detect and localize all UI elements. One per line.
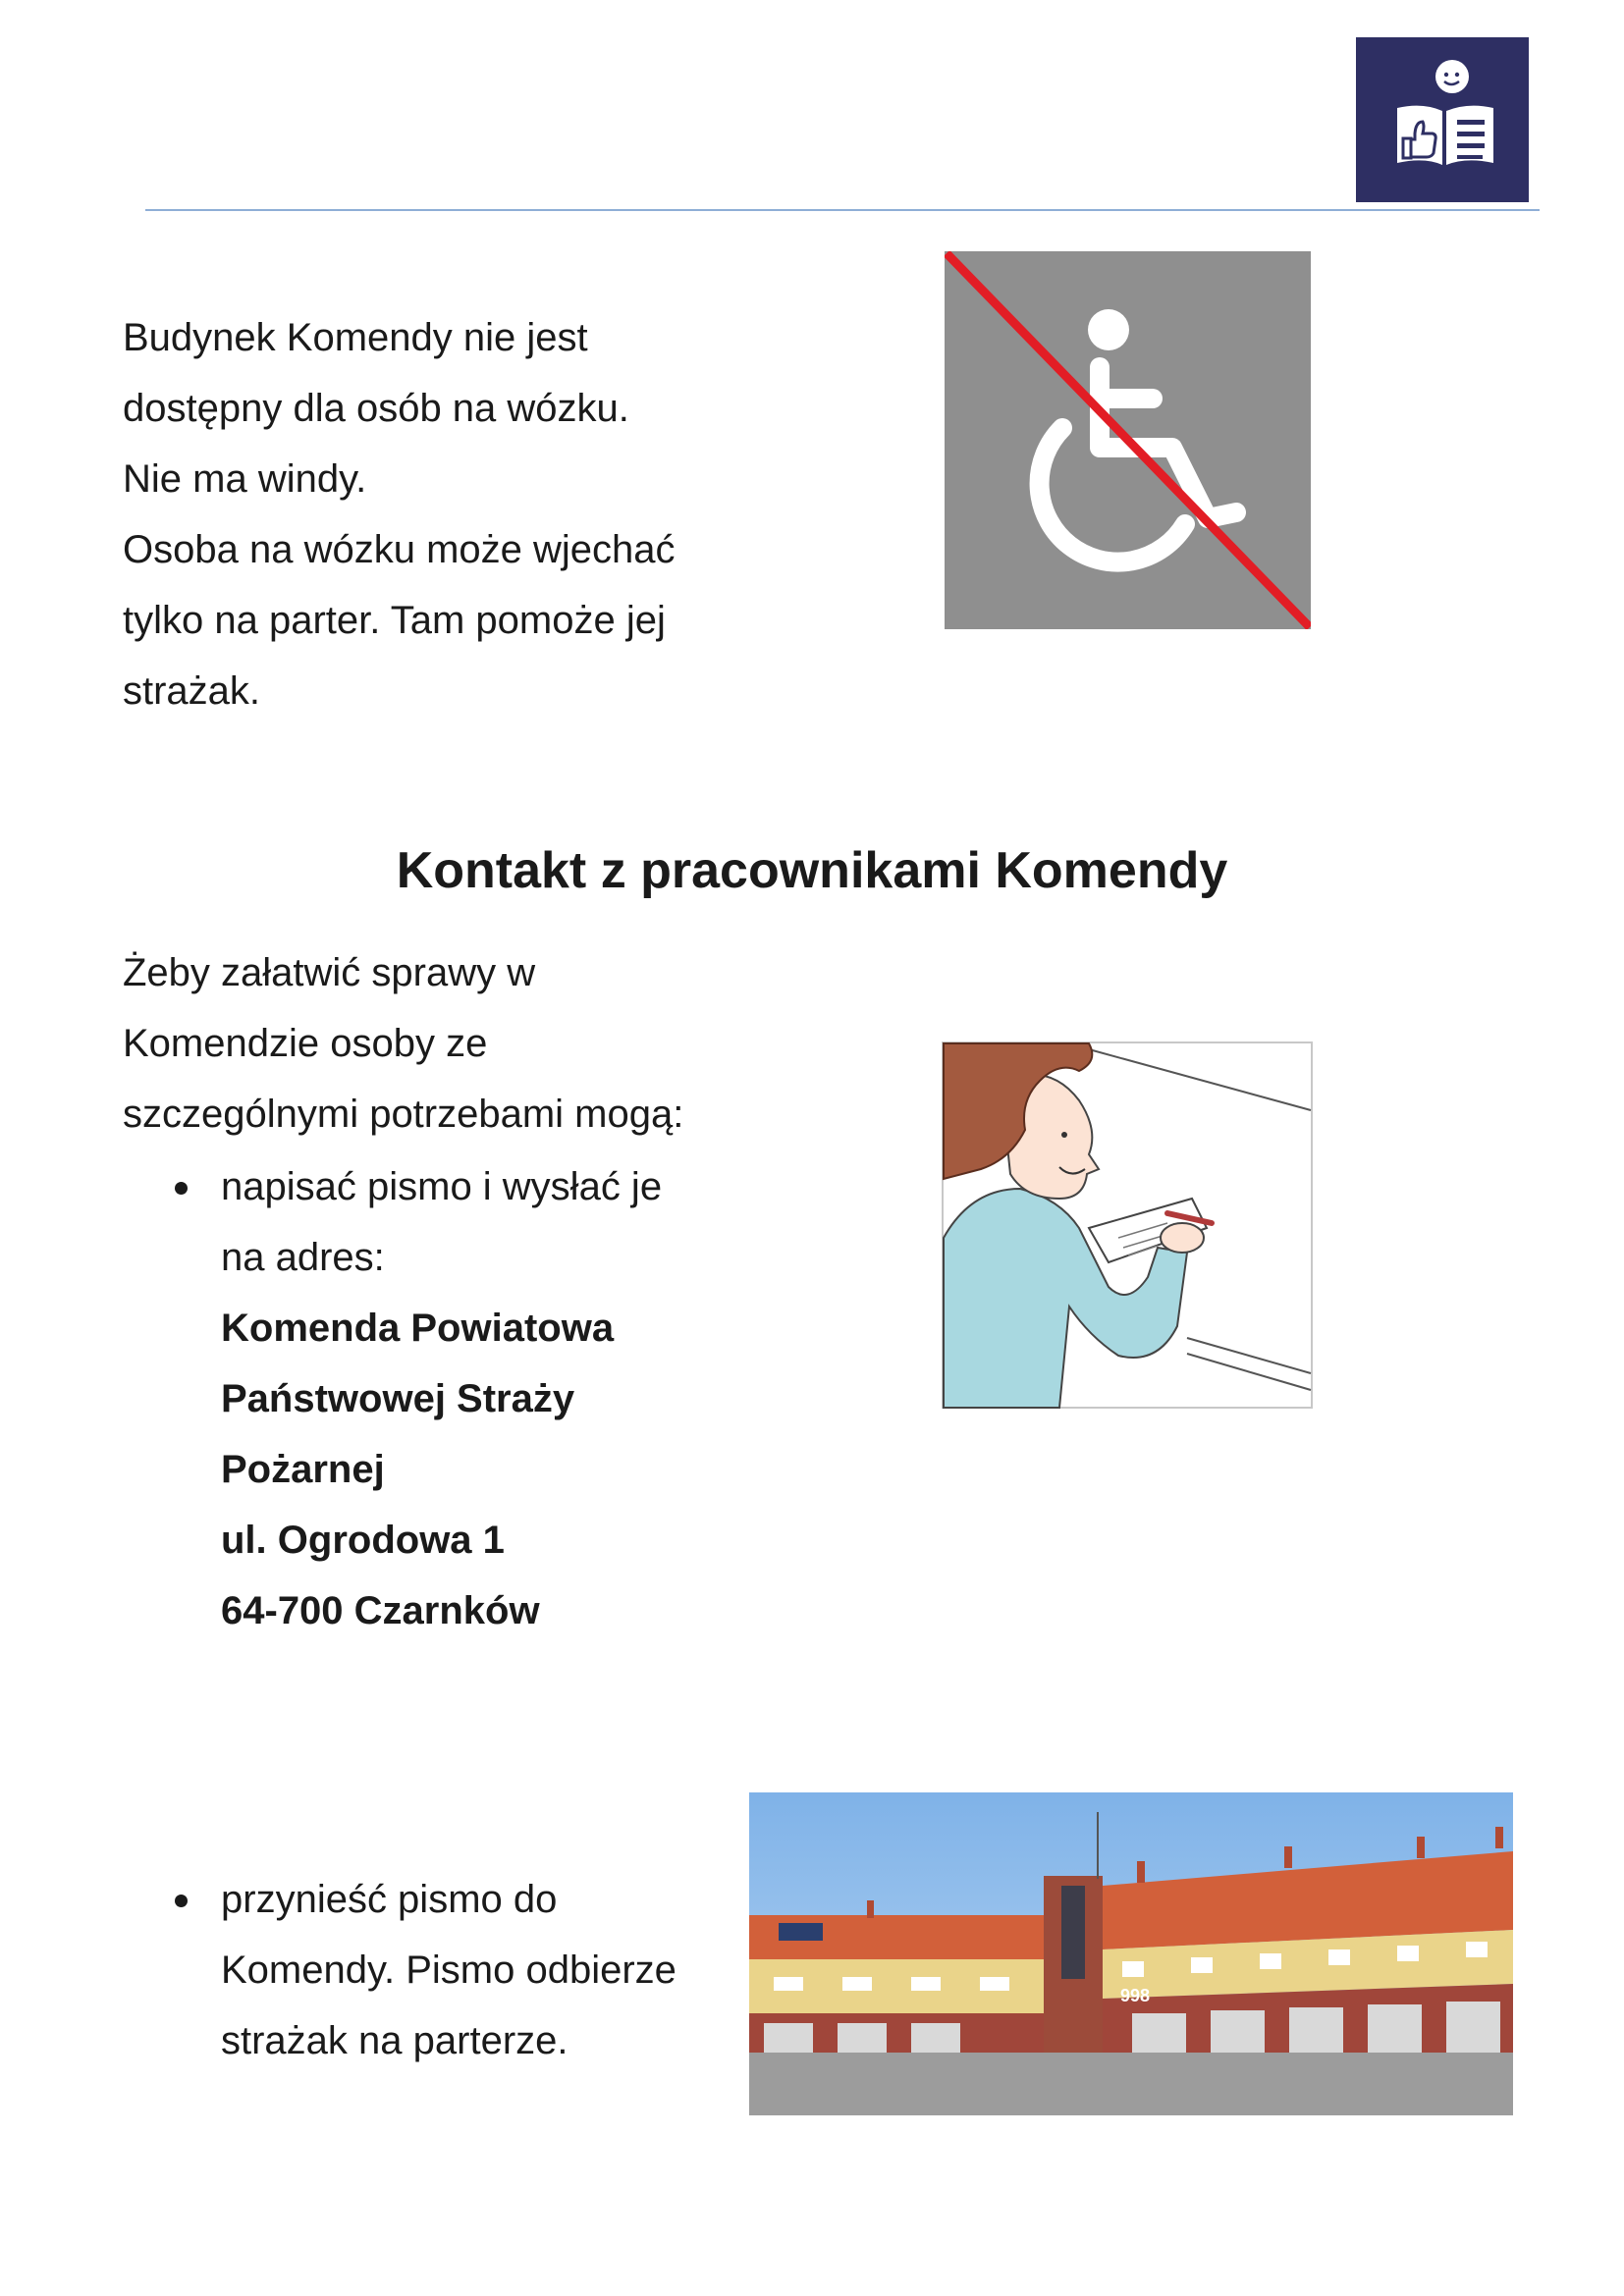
fire-station-building-photo — [749, 1792, 1513, 2115]
section-heading: Kontakt z pracownikami Komendy — [396, 842, 1228, 899]
text-line: tylko na parter. Tam pomoże jej — [123, 599, 666, 642]
text-line: przynieść pismo do — [221, 1878, 558, 1921]
header-divider — [145, 209, 1540, 211]
address-line: Komenda Powiatowa — [221, 1307, 615, 1350]
intro-text — [123, 937, 683, 1149]
text-line: Komendzie osoby ze — [123, 1022, 488, 1065]
bullet-dot — [175, 1895, 188, 1907]
easy-to-read-icon — [1356, 37, 1529, 202]
bullet-list-2 — [167, 1864, 677, 2076]
address-line: Pożarnej — [221, 1448, 385, 1491]
text-line: Komendy. Pismo odbierze — [221, 1949, 677, 1992]
address-line: 64-700 Czarnków — [221, 1589, 540, 1632]
text-line: napisać pismo i wysłać je — [221, 1165, 663, 1208]
text-line: Nie ma windy. — [123, 457, 367, 501]
text-line: szczególnymi potrzebami mogą: — [123, 1093, 684, 1136]
text-line: Żeby załatwić sprawy w — [123, 951, 536, 994]
list-item — [167, 1151, 662, 1646]
accessibility-text — [123, 302, 676, 726]
address-line: ul. Ogrodowa 1 — [221, 1519, 505, 1562]
bullet-list-1 — [167, 1151, 662, 1646]
no-wheelchair-access-icon — [945, 251, 1311, 629]
text-line: Osoba na wózku może wjechać — [123, 528, 676, 571]
text-line: Budynek Komendy nie jest — [123, 316, 588, 359]
address-line: Państwowej Straży — [221, 1377, 575, 1420]
text-line: na adres: — [221, 1236, 385, 1279]
bullet-dot — [175, 1182, 188, 1195]
easy-to-read-logo — [1356, 37, 1529, 202]
text-line: dostępny dla osób na wózku. — [123, 387, 629, 430]
list-item — [167, 1864, 677, 2076]
text-line: strażak. — [123, 669, 261, 713]
building-sign-number: 998 — [1120, 1986, 1151, 2005]
person-writing-letter-illustration — [942, 1041, 1313, 1409]
text-line: strażak na parterze. — [221, 2019, 568, 2062]
